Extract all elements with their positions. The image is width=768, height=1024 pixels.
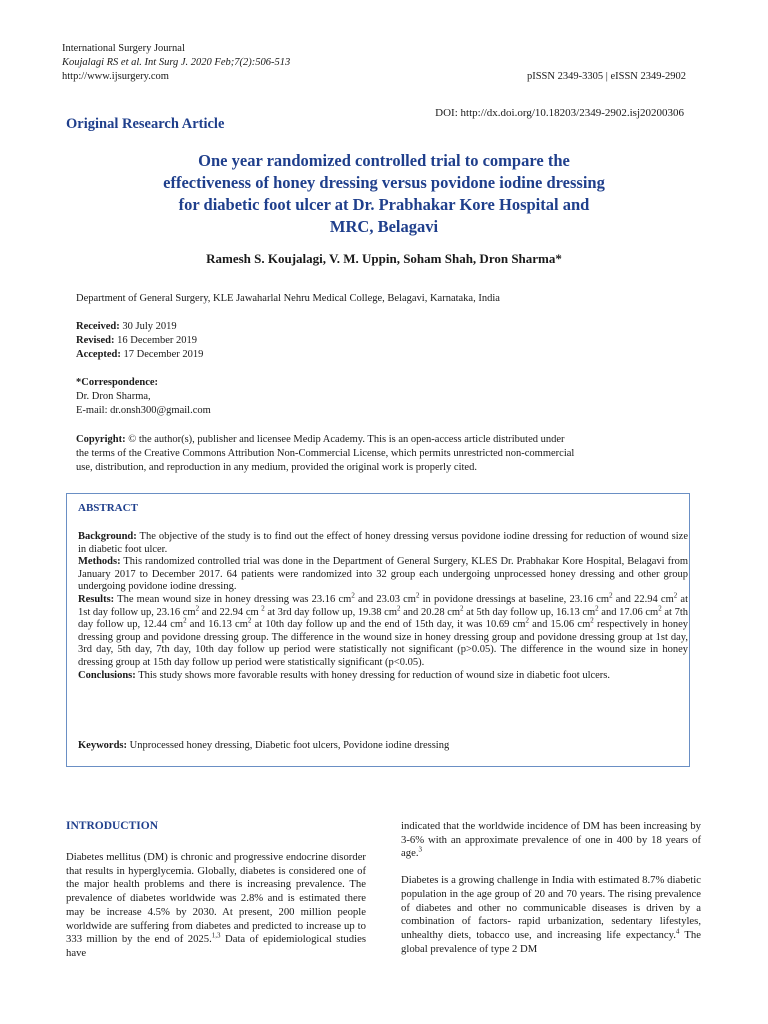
introduction-heading: INTRODUCTION <box>66 820 159 832</box>
accepted-date <box>76 348 203 362</box>
methods-label: Methods: <box>78 556 121 568</box>
keywords-label: Keywords: <box>78 740 127 751</box>
abstract-results <box>78 591 688 670</box>
keywords <box>78 740 688 753</box>
copyright-line: the terms of the Creative Commons Attribution Non-Commercial License, which permits unrestricted non-commercial <box>76 448 575 459</box>
results-text: at 10th day follow up and the end of 15th day, it was 10.69 cm <box>251 619 526 631</box>
citation: Koujalagi RS et al. Int Surg J. 2020 Feb;7(2):506-513 <box>62 57 291 68</box>
abstract-methods <box>78 556 688 594</box>
keywords-text: Unprocessed honey dressing, Diabetic foot ulcers, Povidone iodine dressing <box>127 740 450 751</box>
abstract-conclusions <box>78 670 688 683</box>
intro-column-left <box>66 851 366 961</box>
abstract-body <box>78 531 688 682</box>
superscript: 2 <box>590 616 594 625</box>
results-text: and 20.28 cm <box>400 606 461 618</box>
results-text: at 1st day follow up, 23.16 cm <box>78 593 688 618</box>
superscript: 2 <box>673 591 678 600</box>
correspondence-label <box>76 376 158 390</box>
results-text: and 22.94 cm <box>612 593 674 605</box>
title-line: for diabetic foot ulcer at Dr. Prabhakar Kore Hospital and <box>178 195 590 214</box>
accepted-value: 17 December 2019 <box>120 349 204 360</box>
results-text: at 7th day follow up, 12.44 cm <box>78 606 688 631</box>
superscript: 2 <box>183 616 187 625</box>
superscript: 2 <box>658 604 662 613</box>
conclusions-label: Conclusions: <box>78 669 136 681</box>
results-label: Results: <box>78 593 115 605</box>
revised-label: Revised: <box>76 335 115 346</box>
results-text: respectively in honey dressing group and povidone dressing group. The difference in the wound size in honey dressing group and povidone dressing group at 1st day, 3rd day, 5th day, 7th day, 10th day follow up period were statistically not significant (p>0.05). The difference in the wound size in honey dressing group at 15th day follow up period were statistically significant (p<0.05). <box>78 619 688 668</box>
superscript: 2 <box>195 604 200 613</box>
journal-name: International Surgery Journal <box>62 43 185 54</box>
issn: pISSN 2349-3305 | eISSN 2349-2902 <box>526 71 686 82</box>
abstract-heading: ABSTRACT <box>78 502 138 514</box>
journal-url[interactable]: http://www.ijsurgery.com <box>62 71 169 82</box>
received-value: 30 July 2019 <box>119 321 177 332</box>
results-text: at 5th day follow up, 16.13 cm <box>463 606 596 618</box>
article-title <box>120 150 648 238</box>
affiliation: Department of General Surgery, KLE Jawaharlal Nehru Medical College, Belagavi, Karnataka, India <box>76 293 500 304</box>
results-text: The mean wound size in honey dressing was 23.16 cm <box>114 593 352 605</box>
title-line: effectiveness of honey dressing versus povidone iodine dressing <box>163 173 605 192</box>
background-text: The objective of the study is to find out the effect of honey dressing versus povidone iodine dressing for reduction of wound size in diabetic foot ulcer. <box>78 531 688 555</box>
received-label: Received: <box>76 321 120 332</box>
correspondence-email[interactable]: E-mail: dr.onsh300@gmail.com <box>76 405 211 416</box>
superscript: 2 <box>595 604 599 613</box>
intro-paragraph <box>401 874 701 956</box>
results-text: and 17.06 cm <box>598 606 659 618</box>
received-date <box>76 320 177 334</box>
results-text: in povidone dressings at baseline, 23.16 cm <box>419 593 610 605</box>
title-line: One year randomized controlled trial to compare the <box>198 151 570 170</box>
citation-ref: 4 <box>675 927 680 936</box>
superscript: 2 <box>247 616 252 625</box>
copyright-label: Copyright: <box>76 434 126 445</box>
intro-paragraph: Diabetes mellitus (DM) is chronic and progressive endocrine disorder that results in hyperglycemia. Globally, diabetes is considered one of the major health problems and there is increasing prevalence. The prevalence of diabetes worldwide was 2.8% and is estimated there may be increase 4.5% by 2030. At present, 200 million people worldwide are suffering from diabetes and predicted to increase up to 333 million by the end of 2025. <box>66 851 366 946</box>
revised-date <box>76 334 197 348</box>
copyright-line: use, distribution, and reproduction in any medium, provided the original work is properly cited. <box>76 462 477 473</box>
intro-text-tail: The global prevalence of type 2 DM <box>401 928 701 955</box>
revised-value: 16 December 2019 <box>114 335 198 346</box>
copyright-line <box>76 433 565 447</box>
doi[interactable]: DOI: http://dx.doi.org/10.18203/2349-2902.isj20200306 <box>435 107 684 119</box>
abstract-background <box>78 531 688 556</box>
authors: Ramesh S. Koujalagi, V. M. Uppin, Soham Shah, Dron Sharma* <box>206 251 562 266</box>
accepted-label: Accepted: <box>76 349 121 360</box>
article-type: Original Research Article <box>66 116 225 132</box>
superscript: 2 <box>415 591 420 600</box>
superscript: 2 <box>397 604 401 613</box>
citation-ref: 1,3 <box>211 931 221 940</box>
intro-paragraph <box>401 820 701 861</box>
results-text: and 16.13 cm <box>186 619 248 631</box>
intro-text: Diabetes is a growing challenge in India with estimated 8.7% diabetic population in the age group of 20 and 70 years. The rising prevalence of diabetes and other no communicable diseases is driven by a combination of factors- rapid urbanization, sedentary lifestyles, unhealthy diets, tobacco use, and increasing life expectancy. <box>401 874 701 941</box>
methods-text: This randomized controlled trial was done in the Department of General Surgery, KLES Dr. Prabhakar Kore Hospital, Belagavi from January 2017 to December 2017. 64 patients were randomized into 32 group each undergoing unprocessed honey dressing and other group undergoing povidone iodine dressing. <box>78 556 688 593</box>
citation-ref: 3 <box>418 845 423 854</box>
intro-column-right <box>401 820 701 956</box>
title-line: MRC, Belagavi <box>329 217 439 236</box>
results-text: and 22.94 cm <box>199 606 262 618</box>
superscript: 2 <box>351 591 355 600</box>
background-label: Background: <box>78 531 137 542</box>
superscript: 2 <box>460 604 464 613</box>
results-text: at 3rd day follow up, 19.38 cm <box>264 606 397 618</box>
intro-text: indicated that the worldwide incidence of DM has been increasing by 3-6% with an approximate prevalence of one in 400 by 18 years of age. <box>401 820 701 860</box>
results-text: and 23.03 cm <box>354 593 416 605</box>
correspondence-heading: *Correspondence: <box>76 377 159 388</box>
superscript: 2 <box>525 616 529 625</box>
superscript: 2 <box>261 604 265 613</box>
copyright-text: © the author(s), publisher and licensee Medip Academy. This is an open-access article distributed under <box>125 434 565 445</box>
superscript: 2 <box>609 591 613 600</box>
correspondence-name: Dr. Dron Sharma, <box>76 391 151 402</box>
results-text: and 15.06 cm <box>528 619 591 631</box>
intro-paragraph-tail: Data of epidemiological studies have <box>66 933 366 959</box>
conclusions-text: This study shows more favorable results with honey dressing for reduction of wound size in diabetic foot ulcers. <box>135 669 611 681</box>
